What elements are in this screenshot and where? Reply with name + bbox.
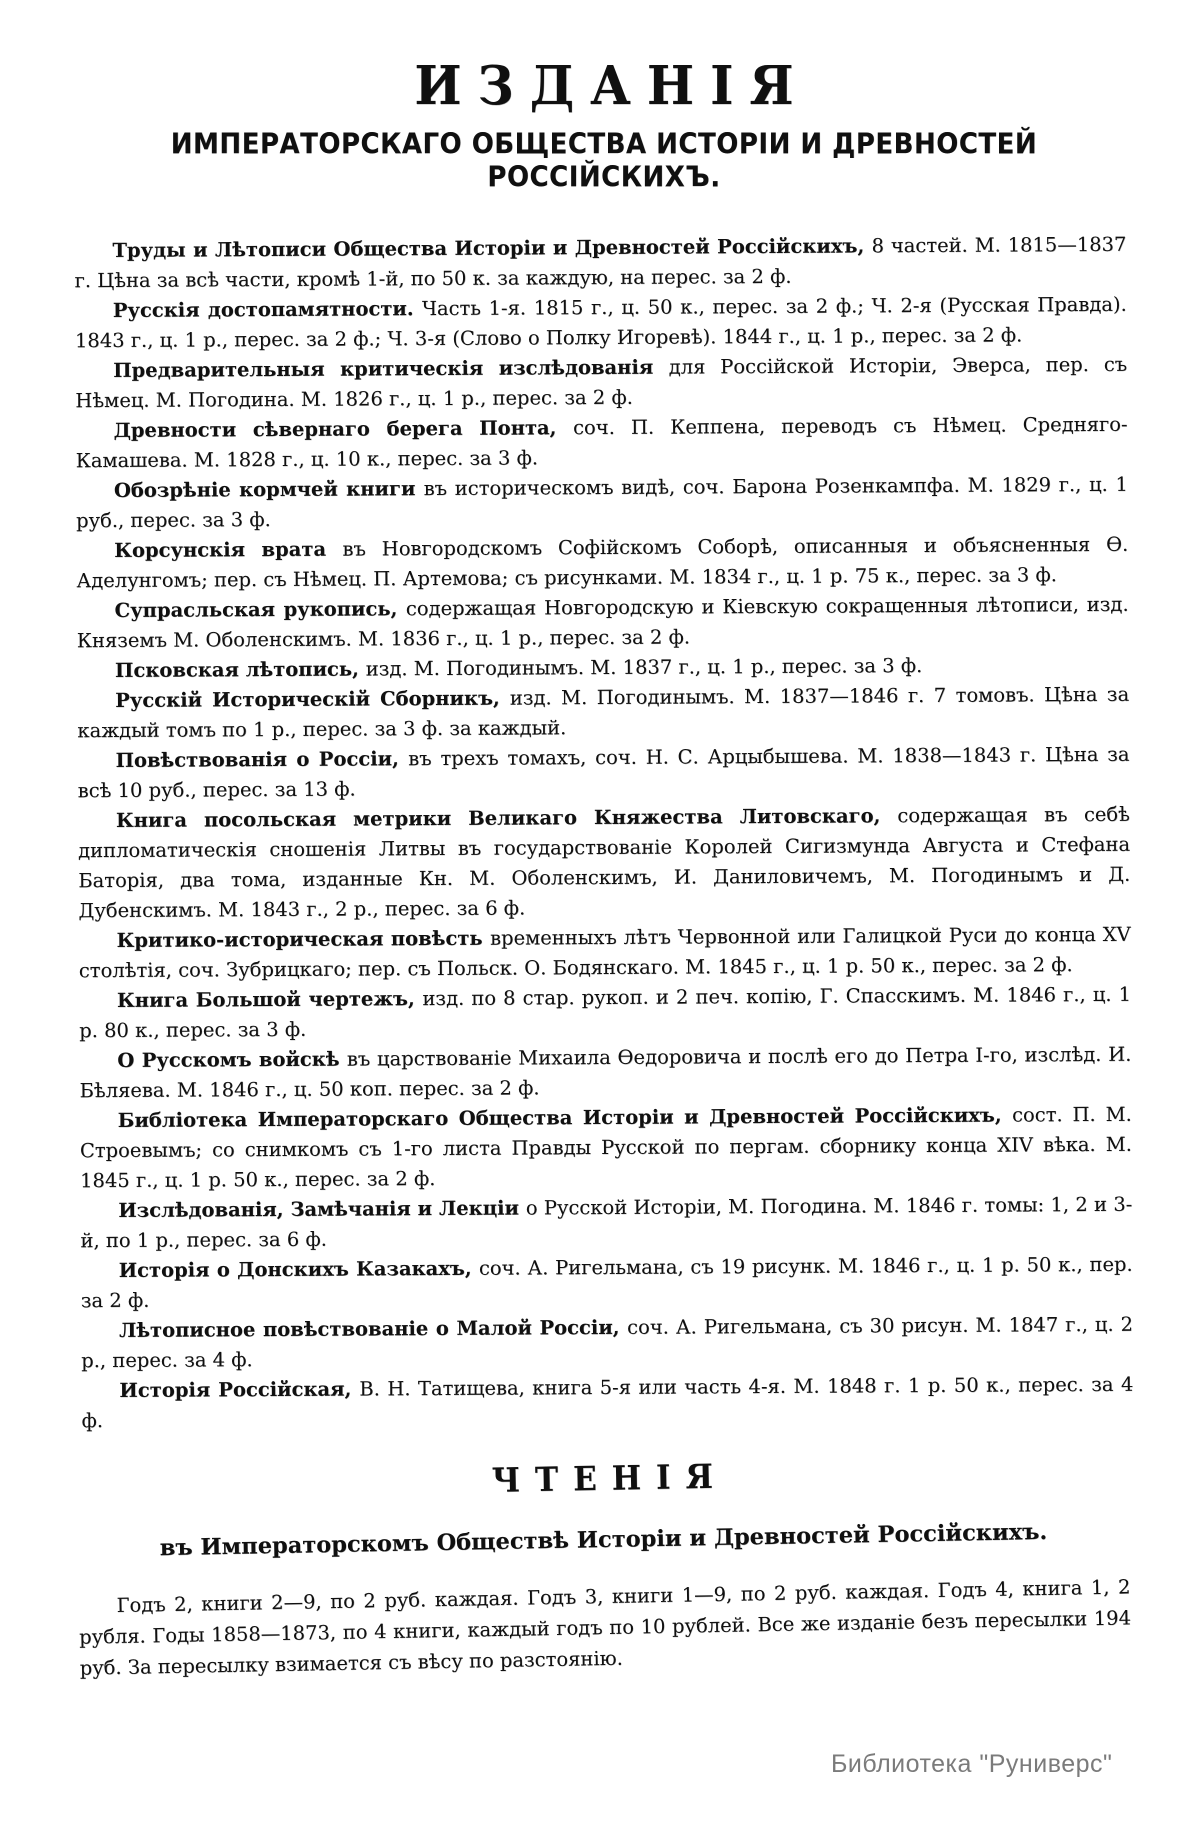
publication-entry [77,590,1129,656]
entry-lead: Исторія о Донскихъ Казакахъ, [118,1256,480,1282]
publication-entry [79,920,1131,986]
entry-lead: Лѣтописное повѣствованіе о Малой Россіи, [118,1315,628,1342]
entry-lead: О Русскомъ войскѣ [117,1047,347,1072]
publication-entry [81,1310,1133,1376]
entry-rest: въ Новгородскомъ Софійскомъ Соборѣ, описанныя и объясненныя Ѳ. Аделунгомъ; пер. съ Нѣмец. П. Артемова; съ рисунками. М. 1834 г., ц. 1 р. 75 к., перес. за 3 ф. [76,532,1129,593]
publication-entry [79,1040,1131,1106]
publication-entry [78,800,1131,926]
entry-lead: Критико-историческая повѣсть [116,926,491,952]
publication-entry [79,980,1131,1046]
entry-lead: Библіотека Императорскаго Общества Исторіи и Древностей Россійскихъ, [117,1103,1013,1132]
entry-rest: въ трехъ томахъ, соч. Н. С. Арцыбышева. М. 1838—1843 г. Цѣна за всѣ 10 руб., перес. за 13 ф. [77,742,1130,803]
entry-lead: Книга посольская метрики Великаго Княжества Литовскаго, [115,804,898,832]
entry-rest: содержащая Новгородскую и Кіевскую сокращенныя лѣтописи, изд. Княземъ М. Оболенскимъ. М. 1836 г., ц. 1 р., перес. за 2 ф. [76,592,1129,653]
page-title: ИЗДАНІЯ [414,54,810,117]
publication-entry [77,740,1129,806]
chteniya-body: Годъ 2, книги 2—9, по 2 руб. каждая. Годъ 3, книги 1—9, по 2 руб. каждая. Годъ 4, книга 1, 2 рубля. Годы 1858—1873, по 4 книги, каждый годъ по 10 рублей. Все же изданіе безъ пересылки 194 руб. За пересылку взимается съ вѣсу по разстоянію. [78,1575,1132,1680]
entry-rest: 8 частей. М. 1815—1837 г. Цѣна за всѣ части, кромѣ 1-й, по 50 к. за каждую, на перес. за 2 ф. [74,232,1127,293]
entry-lead: Повѣствованія о Россіи, [115,747,409,772]
entry-rest: сост. П. М. Строевымъ; со снимкомъ съ 1-го листа Правды Русской по пергам. сборнику конца XIV вѣка. М. 1845 г., ц. 1 р. 50 к., перес. за 2 ф. [79,1102,1132,1193]
entry-rest: изд. М. Погодинымъ. М. 1837—1846 г. 7 томовъ. Цѣна за каждый томъ по 1 р., перес. за 3 ф. за каждый. [77,682,1130,743]
entry-lead: Древности сѣвернаго берега Понта, [113,416,574,442]
entry-lead: Русскій Историческій Сборникъ, [115,686,510,712]
entry-lead: Предварительныя критическія изслѣдованія [113,355,669,382]
publication-entry [80,1190,1132,1256]
publication-entry [76,470,1128,536]
entry-lead: Русскія достопамятности. [112,297,422,322]
publication-entry [75,410,1127,476]
entry-rest: соч. А. Ригельмана, съ 30 рисун. М. 1847 г., ц. 2 р., перес. за 4 ф. [81,1312,1134,1373]
entry-rest: въ историческомъ видѣ, соч. Барона Розенкампфа. М. 1829 г., ц. 1 руб., перес. за 3 ф. [76,472,1128,533]
chteniya-section [76,1451,1132,1683]
publication-entry [74,230,1126,296]
entry-lead: Книга Большой чертежъ, [116,987,423,1012]
entry-rest: Часть 1-я. 1815 г., ц. 50 к., перес. за 2 ф.; Ч. 2-я (Русская Правда). 1843 г., ц. 1 р., перес. за 2 ф.; Ч. 3-я (Слово о Полку Игоревѣ). 1844 г., ц. 1 р., перес. за 2 ф. [74,292,1127,353]
entry-rest: въ царствованіе Михаила Ѳедоровича и послѣ его до Петра I-го, изслѣд. И. Бѣляева. М. 1846 г., ц. 50 коп. перес. за 2 ф. [79,1042,1132,1103]
entry-rest: изд. М. Погодинымъ. М. 1837 г., ц. 1 р., перес. за 3 ф. [365,654,923,681]
chteniya-subheading: въ Императорскомъ Обществѣ Исторіи и Древностей Россійскихъ. [159,1518,1048,1562]
runivers-watermark: Библиотека "Руниверс" [831,1750,1113,1778]
entry-rest: о Русской Исторіи, М. Погодина. М. 1846 г. томы: 1, 2 и 3-й, по 1 р., перес. за 6 ф. [80,1192,1133,1253]
page-subtitle: ИМПЕРАТОРСКАГО ОБЩЕСТВА ИСТОРІИ И ДРЕВНОСТЕЙ РОССІЙСКИХЪ. [170,128,1038,194]
publication-entry [81,1370,1133,1436]
publication-entry [77,680,1129,746]
publication-entry [81,1250,1133,1316]
entry-lead: Корсунскія врата [114,537,343,562]
entry-rest: соч. А. Ригельмана, съ 19 рисунк. М. 1846 г., ц. 1 р. 50 к., пер. за 2 ф. [80,1252,1133,1313]
publication-entry [76,530,1128,596]
publication-entry [75,290,1127,356]
entry-lead: Псковская лѣтопись, [114,657,366,682]
entry-rest: соч. П. Кеппена, переводъ съ Нѣмец. Средняго-Камашева. М. 1828 г., ц. 10 к., перес. за 3 ф. [75,412,1128,473]
page-content [74,54,1134,1680]
entry-lead: Труды и Лѣтописи Общества Исторіи и Древностей Россійскихъ, [112,234,872,262]
entry-rest: для Россійской Исторіи, Эверса, пер. съ Нѣмец. М. Погодина. М. 1826 г., ц. 1 р., перес. за 2 ф. [75,352,1128,413]
entry-lead: Супрасльская рукопись, [114,597,406,622]
entry-lead: Обозрѣніе кормчей книги [113,477,424,502]
entry-lead: Исторія Россійская, [119,1377,360,1402]
entry-rest: изд. по 8 стар. рукоп. и 2 печ. копію, Г. Спасскимъ. М. 1846 г., ц. 1 р. 80 к., перес. за 3 ф. [79,982,1132,1043]
entry-rest: В. Н. Татищева, книга 5-я или часть 4-я. М. 1848 г. 1 р. 50 к., перес. за 4 ф. [81,1372,1134,1433]
publication-entry [75,350,1127,416]
chteniya-heading: ЧТЕНІЯ [491,1457,729,1501]
entry-rest: содержащая въ себѣ дипломатическія сношенія Литвы въ государствованіе Королей Сигизмунда Августа и Стефана Баторія, два тома, изданные Кн. М. Оболенскимъ, И. Даниловичемъ, М. Погодинымъ и Д. Дубенскимъ. М. 1843 г., 2 р., перес. за 6 ф. [78,802,1131,923]
publication-list [74,230,1133,1436]
publication-entry [80,1100,1133,1196]
entry-rest: временныхъ лѣтъ Червонной или Галицкой Руси до конца XV столѣтія, соч. Зубрицкаго; пер. съ Польск. О. Бодянскаго. М. 1845 г., ц. 1 р. 50 к., перес. за 2 ф. [78,922,1131,983]
entry-lead: Изслѣдованія, Замѣчанія и Лекціи [118,1196,526,1222]
